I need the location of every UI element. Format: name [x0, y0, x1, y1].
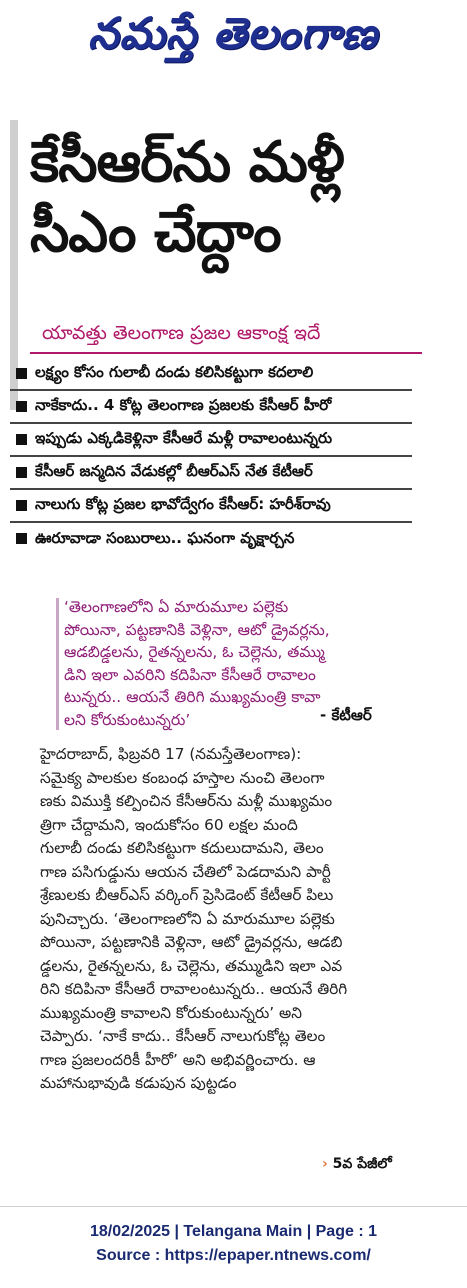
- newspaper-masthead: [18, 4, 448, 74]
- page-footer: [0, 1220, 467, 1268]
- quote-side-bar: [56, 598, 59, 730]
- bullet-square-icon: [16, 401, 27, 412]
- highlight-text: లక్ష్యం కోసం గులాబీ దండు కలిసికట్టుగా కదలాలి: [35, 362, 314, 381]
- footer-divider: [0, 1206, 467, 1207]
- pull-quote-text: ‘తెలంగాణలోని ఏ మారుమూల పల్లెకు పోయినా, పట్టణానికి వెళ్లినా, ఆటో డ్రైవర్లను, ఆడబిడ్డలను, రైతన్నలను, ఓ చెల్లెను, తమ్ము డిని ఇలా ఎవరిని కదిపినా కేసీఆరే రావాలం టున్నరు.. ఆయనే తిరిగి ముఖ్యమంత్రి కావా లని కోరుకుంటున్నరు’: [64, 598, 330, 729]
- footer-source-line: Source : https://epaper.ntnews.com/: [96, 1247, 371, 1264]
- bullet-square-icon: [16, 500, 27, 511]
- highlight-item: [10, 523, 412, 556]
- subheadline-divider: [30, 352, 422, 354]
- continued-on-page: [322, 1156, 392, 1175]
- highlight-item: [10, 457, 412, 490]
- highlight-text: ఊరూవాడా సంబురాలు.. ఘనంగా వృక్షార్చన: [35, 528, 295, 547]
- pull-quote-attribution: - కేటీఆర్: [320, 706, 372, 724]
- highlight-text: నాలుగు కోట్ల ప్రజల భావోద్వేగం కేసీఆర్: హరీశ్‌రావు: [35, 494, 331, 513]
- highlight-item: [10, 358, 412, 391]
- chevron-right-icon: ›: [322, 1156, 328, 1172]
- bullet-square-icon: [16, 533, 27, 544]
- subheadline: యావత్తు తెలంగాణ ప్రజల ఆకాంక్ష ఇదే: [42, 322, 321, 344]
- article-body: హైదరాబాద్, ఫిబ్రవరి 17 (నమస్తేతెలంగాణ): సమైక్య పాలకుల కంబంధ హస్తాల నుంచి తెలంగా ణకు విముక్తి కల్పించిన కేసీఆర్‌ను మళ్లీ ముఖ్యమం త్రిగా చేద్దామని, ఇందుకోసం 60 లక్షల మంది గులాబీ దండు కలిసికట్టుగా కదులుదామని, తెలం గాణ పసిగుడ్డును ఆయన చేతిలో పెడదామని పార్టీ శ్రేణులకు బీఆర్‌ఎస్ వర్కింగ్ ప్రెసిడెంట్ కేటీఆర్ పిలు పునిచ్చారు. ‘తెలంగాణలోని ఏ మారుమూల పల్లెకు పోయినా, పట్టణానికి వెళ్లినా, ఆటో డ్రైవర్లను, ఆడబి డ్డలను, రైతన్నలను, ఓ చెల్లెను, తమ్ముడిని ఇలా ఎవ రిని కదిపినా కేసీఆరే రావాలంటున్నరు.. ఆయనే తిరిగి ముఖ్యమంత్రి కావాలని కోరుకుంటున్నరు’ అని చెప్పారు. ‘నాకే కాదు.. కేసీఆర్ నాలుగుకోట్ల తెలం గాణ ప్రజలందరికీ హీరో’ అని అభివర్ణించారు. ఆ మహానుభావుడి కడుపున పుట్టడం: [40, 745, 348, 1092]
- highlight-item: [10, 391, 412, 424]
- highlight-item: [10, 490, 412, 523]
- highlight-item: [10, 424, 412, 457]
- highlight-text: ఇప్పుడు ఎక్కడికెళ్లినా కేసీఆరే మళ్లీ రావాలంటున్నరు: [35, 428, 333, 447]
- continued-label: 5వ పేజీలో: [332, 1156, 392, 1172]
- headline-line-1: కేసీఆర్‌ను మళ్లీ: [30, 130, 344, 195]
- highlight-text: కేసీఆర్ జన్మదిన వేడుకల్లో బీఆర్‌ఎస్ నేత కేటీఆర్: [35, 461, 313, 480]
- bullet-square-icon: [16, 434, 27, 445]
- footer-date-line: 18/02/2025 | Telangana Main | Page : 1: [89, 1223, 377, 1240]
- masthead-title: నమస్తే తెలంగాణ: [88, 9, 378, 59]
- highlight-text: నాకేకాదు.. 4 కోట్ల తెలంగాణ ప్రజలకు కేసీఆర్ హీరో: [35, 395, 332, 414]
- bullet-square-icon: [16, 368, 27, 379]
- bullet-square-icon: [16, 467, 27, 478]
- headline-line-2: సీఎం చేద్దాం: [30, 200, 281, 265]
- highlights-list: [10, 358, 412, 556]
- pull-quote: [64, 596, 419, 732]
